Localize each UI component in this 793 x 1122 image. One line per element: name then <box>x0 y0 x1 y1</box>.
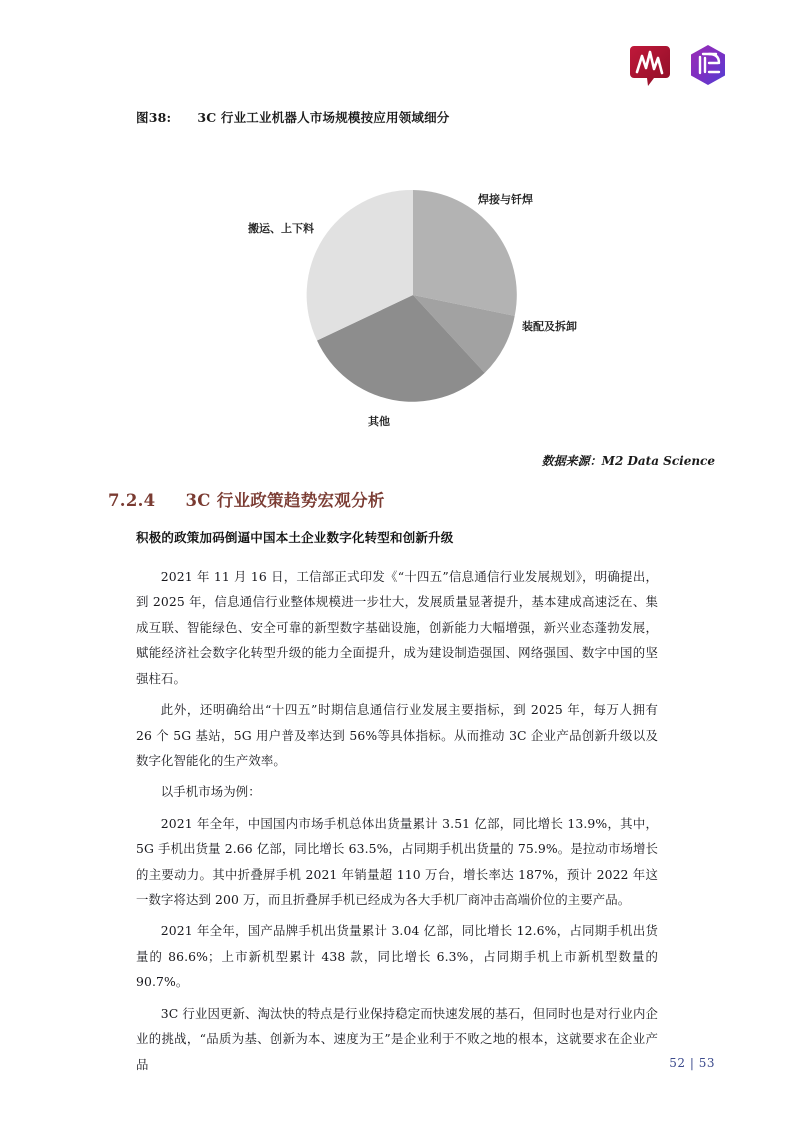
figure-source: 数据来源：M2 Data Science <box>541 454 715 468</box>
paragraph: 3C 行业因更新、淘汰快的特点是行业保持稳定而快速发展的基石，但同时也是对行业内企业的挑战，“品质为基、创新为本、速度为王”是企业利于不败之地的根本，这就要求在企业产品 <box>136 1005 658 1072</box>
paragraph: 2021 年 11 月 16 日，工信部正式印发《“十四五”信息通信行业发展规划》，明确提出，到 2025 年，信息通信行业整体规模进一步壮大，发展质量显著提升，基本建成高速泛在、集成互联、智能绿色、安全可靠的新型数字基础设施，创新能力大幅增强，新兴业态蓬勃发展，赋能经济社会数字化转型升级的能力全面提升，成为建设制造强国、网络强国、数字中国的坚强柱石。 <box>136 569 658 686</box>
body-content <box>136 528 658 1083</box>
logo-bar <box>627 42 731 88</box>
section-number: 7.2.4 <box>108 491 156 510</box>
page-number: 52 | 53 <box>669 1056 715 1070</box>
section-title: 3C 行业政策趋势宏观分析 <box>185 491 385 510</box>
speech-bubble-waveform-logo <box>627 42 673 88</box>
section-heading <box>108 487 385 511</box>
hexagon-layers-logo <box>685 42 731 88</box>
figure-number: 图38: <box>136 110 172 125</box>
pie-label-other: 其他 <box>368 415 390 428</box>
pie-chart <box>120 150 680 450</box>
paragraph: 此外，还明确给出“十四五”时期信息通信行业发展主要指标，到 2025 年，每万人拥有 26 个 5G 基站，5G 用户普及率达到 56%等具体指标。从而推动 3C 企业产品创新升级以及数字化智能化的生产效率。 <box>136 702 658 768</box>
figure-caption <box>136 108 450 126</box>
pie-label-welding: 焊接与钎焊 <box>478 193 533 206</box>
content-subheading: 积极的政策加码倒逼中国本土企业数字化转型和创新升级 <box>136 530 454 545</box>
pie-label-assembly: 装配及拆卸 <box>522 320 577 333</box>
pie-label-handling: 搬运、上下料 <box>248 222 314 235</box>
figure-title: 3C 行业工业机器人市场规模按应用领域细分 <box>197 110 450 125</box>
paragraph: 以手机市场为例： <box>160 784 261 800</box>
paragraph: 2021 年全年，中国国内市场手机总体出货量累计 3.51 亿部，同比增长 13.9%，其中，5G 手机出货量 2.66 亿部，同比增长 63.5%，占同期手机出货量的 75.9%。是拉动市场增长的主要动力。其中折叠屏手机 2021 年销量超 110 万台，增长率达 187%，预计 2022 年这一数字将达到 200 万，而且折叠屏手机已经成为各大手机厂商冲击高端价位的主要产品。 <box>136 815 658 908</box>
paragraph: 2021 年全年，国产品牌手机出货量累计 3.04 亿部，同比增长 12.6%，占同期手机出货量的 86.6%；上市新机型累计 438 款，同比增长 6.3%，占同期手机上市新机型数量的 90.7%。 <box>136 923 658 990</box>
pie-slice-welding <box>413 190 517 316</box>
